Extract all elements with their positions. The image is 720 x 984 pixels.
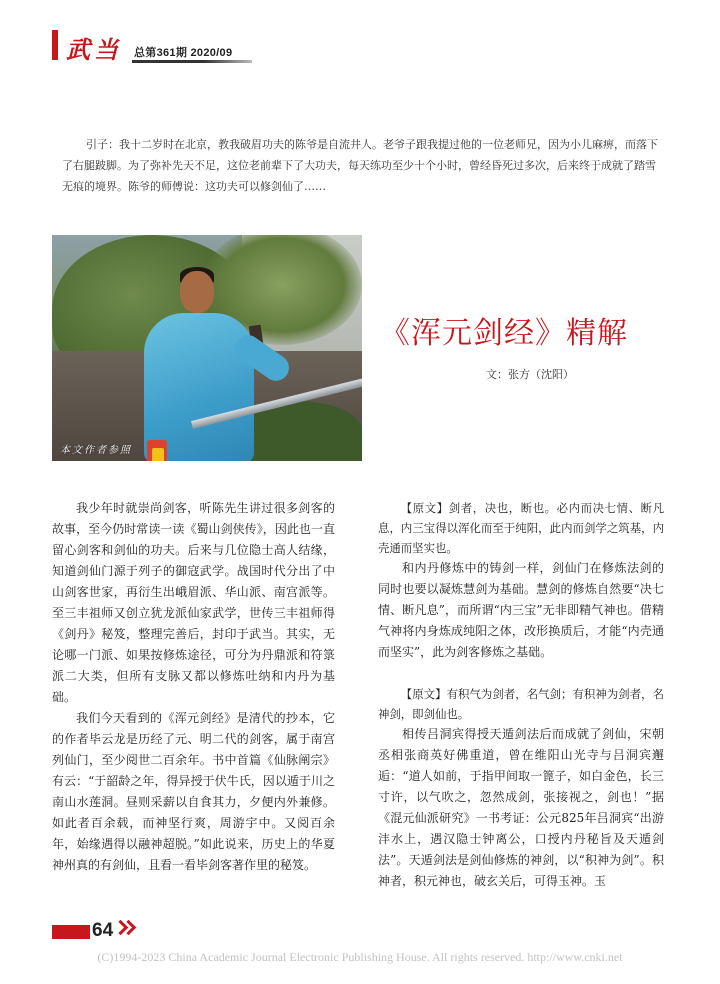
magazine-logo: 武当 [66, 35, 122, 64]
body-paragraph: 我们今天看到的《浑元剑经》是清代的抄本，它的作者毕云龙是历经了元、明二代的剑客，属于南宫列仙门，至少阅世二百余年。书中首篇《仙脉阐宗》有云：“于韶龄之年，得异授于伏牛氏，因以遁于川之南山水莲洞。昼则采薪以自食其力，夕便内外兼修。如此者百余载，而神坚行爽，周游宇中。又阅百余年，始缘遇得以融神超脱。”如此说来，历史上的华夏神州真的有剑仙，且看一看毕剑客著作里的秘笈。 [52, 711, 335, 872]
photo-caption: 本文作者参照 [60, 445, 132, 456]
original-text-paragraph: 【原文】有积气为剑者，名气剑；有积神为剑者，名神剑，即剑仙也。 [378, 687, 664, 721]
page-number-bar [52, 925, 90, 939]
issue-info: 总第361期 2020/09 [134, 47, 233, 59]
author-photo [52, 235, 362, 461]
right-column [378, 498, 664, 892]
photo-sword-tassel [152, 448, 164, 461]
body-paragraph: 我少年时就崇尚剑客，听陈先生讲过很多剑客的故事，至今仍时常读一读《蜀山剑侠传》，因此也一直留心剑客和剑仙的功夫。后来与几位隐士高人结缘，知道剑仙门源于列子的御寇武学。战国时代分出了中山剑客世家，再衍生出峨眉派、华山派、南宫派等。至三丰祖师又创立犹龙派仙家武学，世传三丰祖师得《剑丹》秘笈，整理完善后，封印于武当。其实，无论哪一门派、如果按修炼途径，可分为丹鼎派和符箓派二大类，但所有支脉又都以修炼吐纳和内丹为基础。 [52, 501, 335, 704]
article-title: 《浑元剑经》精解 [380, 316, 628, 351]
photo-person-head [180, 271, 214, 313]
page-number: 64 [92, 920, 114, 941]
copyright-notice: (C)1994-2023 China Academic Journal Electronic Publishing House. All rights reserved. http://www.cnki.net [97, 950, 623, 964]
body-paragraph: 相传吕洞宾得授天遁剑法后而成就了剑仙，宋朝丞相张商英好佛重道，曾在维阳山光寺与吕洞宾邂逅：“道人如前，于指甲间取一篦子，如白金色，长三寸许，以气吹之，忽然成剑，张接视之，剑也！”据《混元仙派研究》一书考证：公元825年吕洞宾“出游沣水上，遇汉隐士钟离公，口授内丹秘旨及天遁剑法”。天遁剑法是剑仙修炼的神剑，以“积神为剑”。积神者，积元神也，破玄关后，可得玉神。玉 [378, 727, 664, 888]
photo-person-torso [144, 313, 254, 461]
header-divider [132, 60, 252, 63]
body-paragraph: 和内丹修炼中的铸剑一样，剑仙门在修炼法剑的同时也要以凝炼慧剑为基础。慧剑的修炼自然要“决七情、断凡息”，而所谓“内三宝”无非即精气神也。借精气神将内身炼成纯阳之体，改形换质后，才能“内壳通而坚实”，此为剑客修炼之基础。 [378, 561, 664, 659]
header-accent-bar [52, 30, 58, 60]
left-column [52, 498, 335, 876]
original-text-paragraph: 【原文】剑者，决也，断也。必内而决七情、断凡息，内三宝得以浑化而至于纯阳，此内而剑学之筑基，内壳通而坚实也。 [378, 501, 664, 555]
intro-paragraph: 引子：我十二岁时在北京，教我破眉功夫的陈爷是自流井人。老爷子跟我提过他的一位老师兄，因为小儿麻痹，而落下了右腿跛脚。为了弥补先天不足，这位老前辈下了大功夫，每天练功至少十个小时，曾经昏死过多次，后来终于成就了踏雪无痕的境界。陈爷的师傅说：这功夫可以修剑仙了…… [62, 138, 658, 193]
article-byline: 文：张方（沈阳） [486, 368, 574, 381]
